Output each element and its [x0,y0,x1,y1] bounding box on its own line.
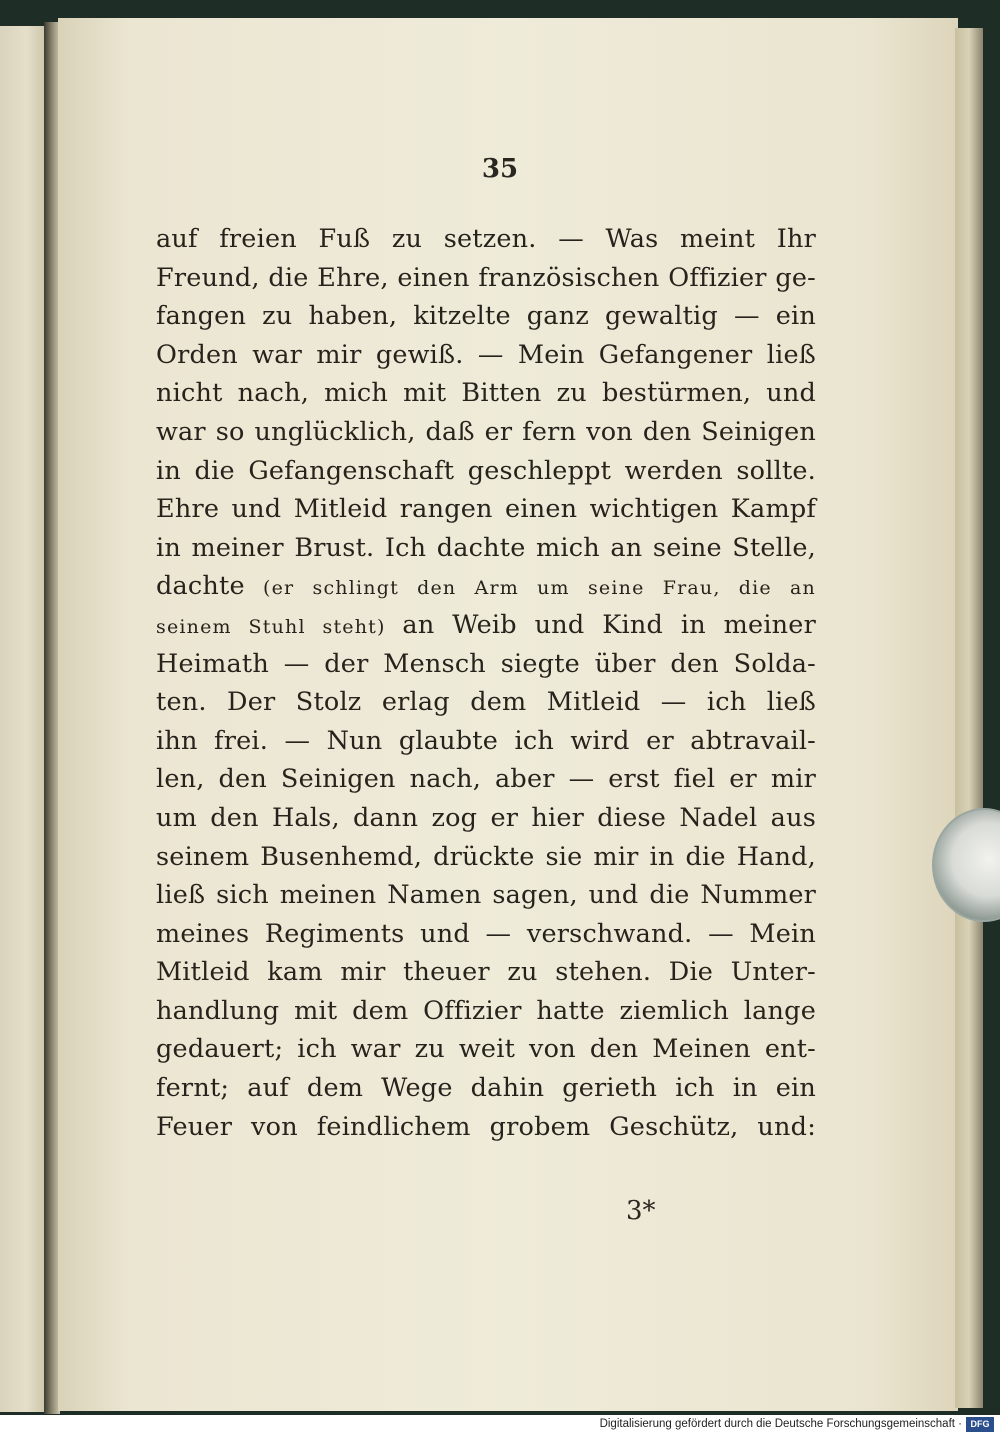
text-line: Heimath — der Mensch siegte über den Solda- [156,648,816,679]
text-line: Feuer von feindlichem grobem Geschütz, und: [156,1111,816,1142]
text-line: handlung mit dem Offizier hatte ziemlich lange [156,995,816,1026]
text-line: nicht nach, mich mit Bitten zu bestürmen, und [156,378,816,409]
text-line: war so unglücklich, daß er fern von den Seinigen [156,416,816,447]
stage-direction: (er schlingt den Arm um seine Frau, die an [262,577,816,600]
text-line: Ehre und Mitleid rangen einen wichtigen Kampf [156,494,816,525]
page-number: 35 [481,154,519,184]
text-line: ließ sich meinen Namen sagen, und die Nummer [156,880,816,911]
text-fragment: dachte [156,571,245,602]
facing-page-edge [0,26,44,1412]
body-text [156,220,816,1146]
text-line: meines Regiments und — verschwand. — Mein [156,918,816,949]
text-line: in meiner Brust. Ich dachte mich an seine Stelle, [156,532,816,563]
stage-direction: seinem Stuhl steht) [156,615,386,638]
text-line: auf freien Fuß zu setzen. — Was meint Ihr [156,224,816,254]
text-line: um den Hals, dann zog er hier diese Nadel aus [156,802,816,833]
page-block-edge [955,28,983,1408]
signature-mark: 3* [626,1196,656,1226]
text-line: len, den Seinigen nach, aber — erst fiel er mir [156,764,816,795]
text-line-stage-direction [156,567,816,606]
text-line: fernt; auf dem Wege dahin gerieth ich in ein [156,1073,816,1104]
footer-credit: Digitalisierung gefördert durch die Deutsche Forschungsgemeinschaft · [599,1418,962,1430]
text-fragment: an Weib und Kind in meiner [402,609,816,640]
text-line: gedauert; ich war zu weit von den Meinen ent- [156,1034,816,1065]
text-line-stage-direction [156,606,816,645]
text-line: Orden war mir gewiß. — Mein Gefangener ließ [156,339,816,370]
text-line: in die Gefangenschaft geschleppt werden sollte. [156,455,816,486]
dfg-logo: DFG [966,1417,994,1432]
text-line: ten. Der Stolz erlag dem Mitleid — ich ließ [156,687,816,718]
text-line: ihn frei. — Nun glaubte ich wird er abtravail- [156,725,816,756]
text-line: seinem Busenhemd, drückte sie mir in die Hand, [156,841,816,872]
text-line: Mitleid kam mir theuer zu stehen. Die Unter- [156,957,816,988]
text-line: fangen zu haben, kitzelte ganz gewaltig — ein [156,301,816,332]
text-line: Freund, die Ehre, einen französischen Offizier ge- [156,262,816,293]
